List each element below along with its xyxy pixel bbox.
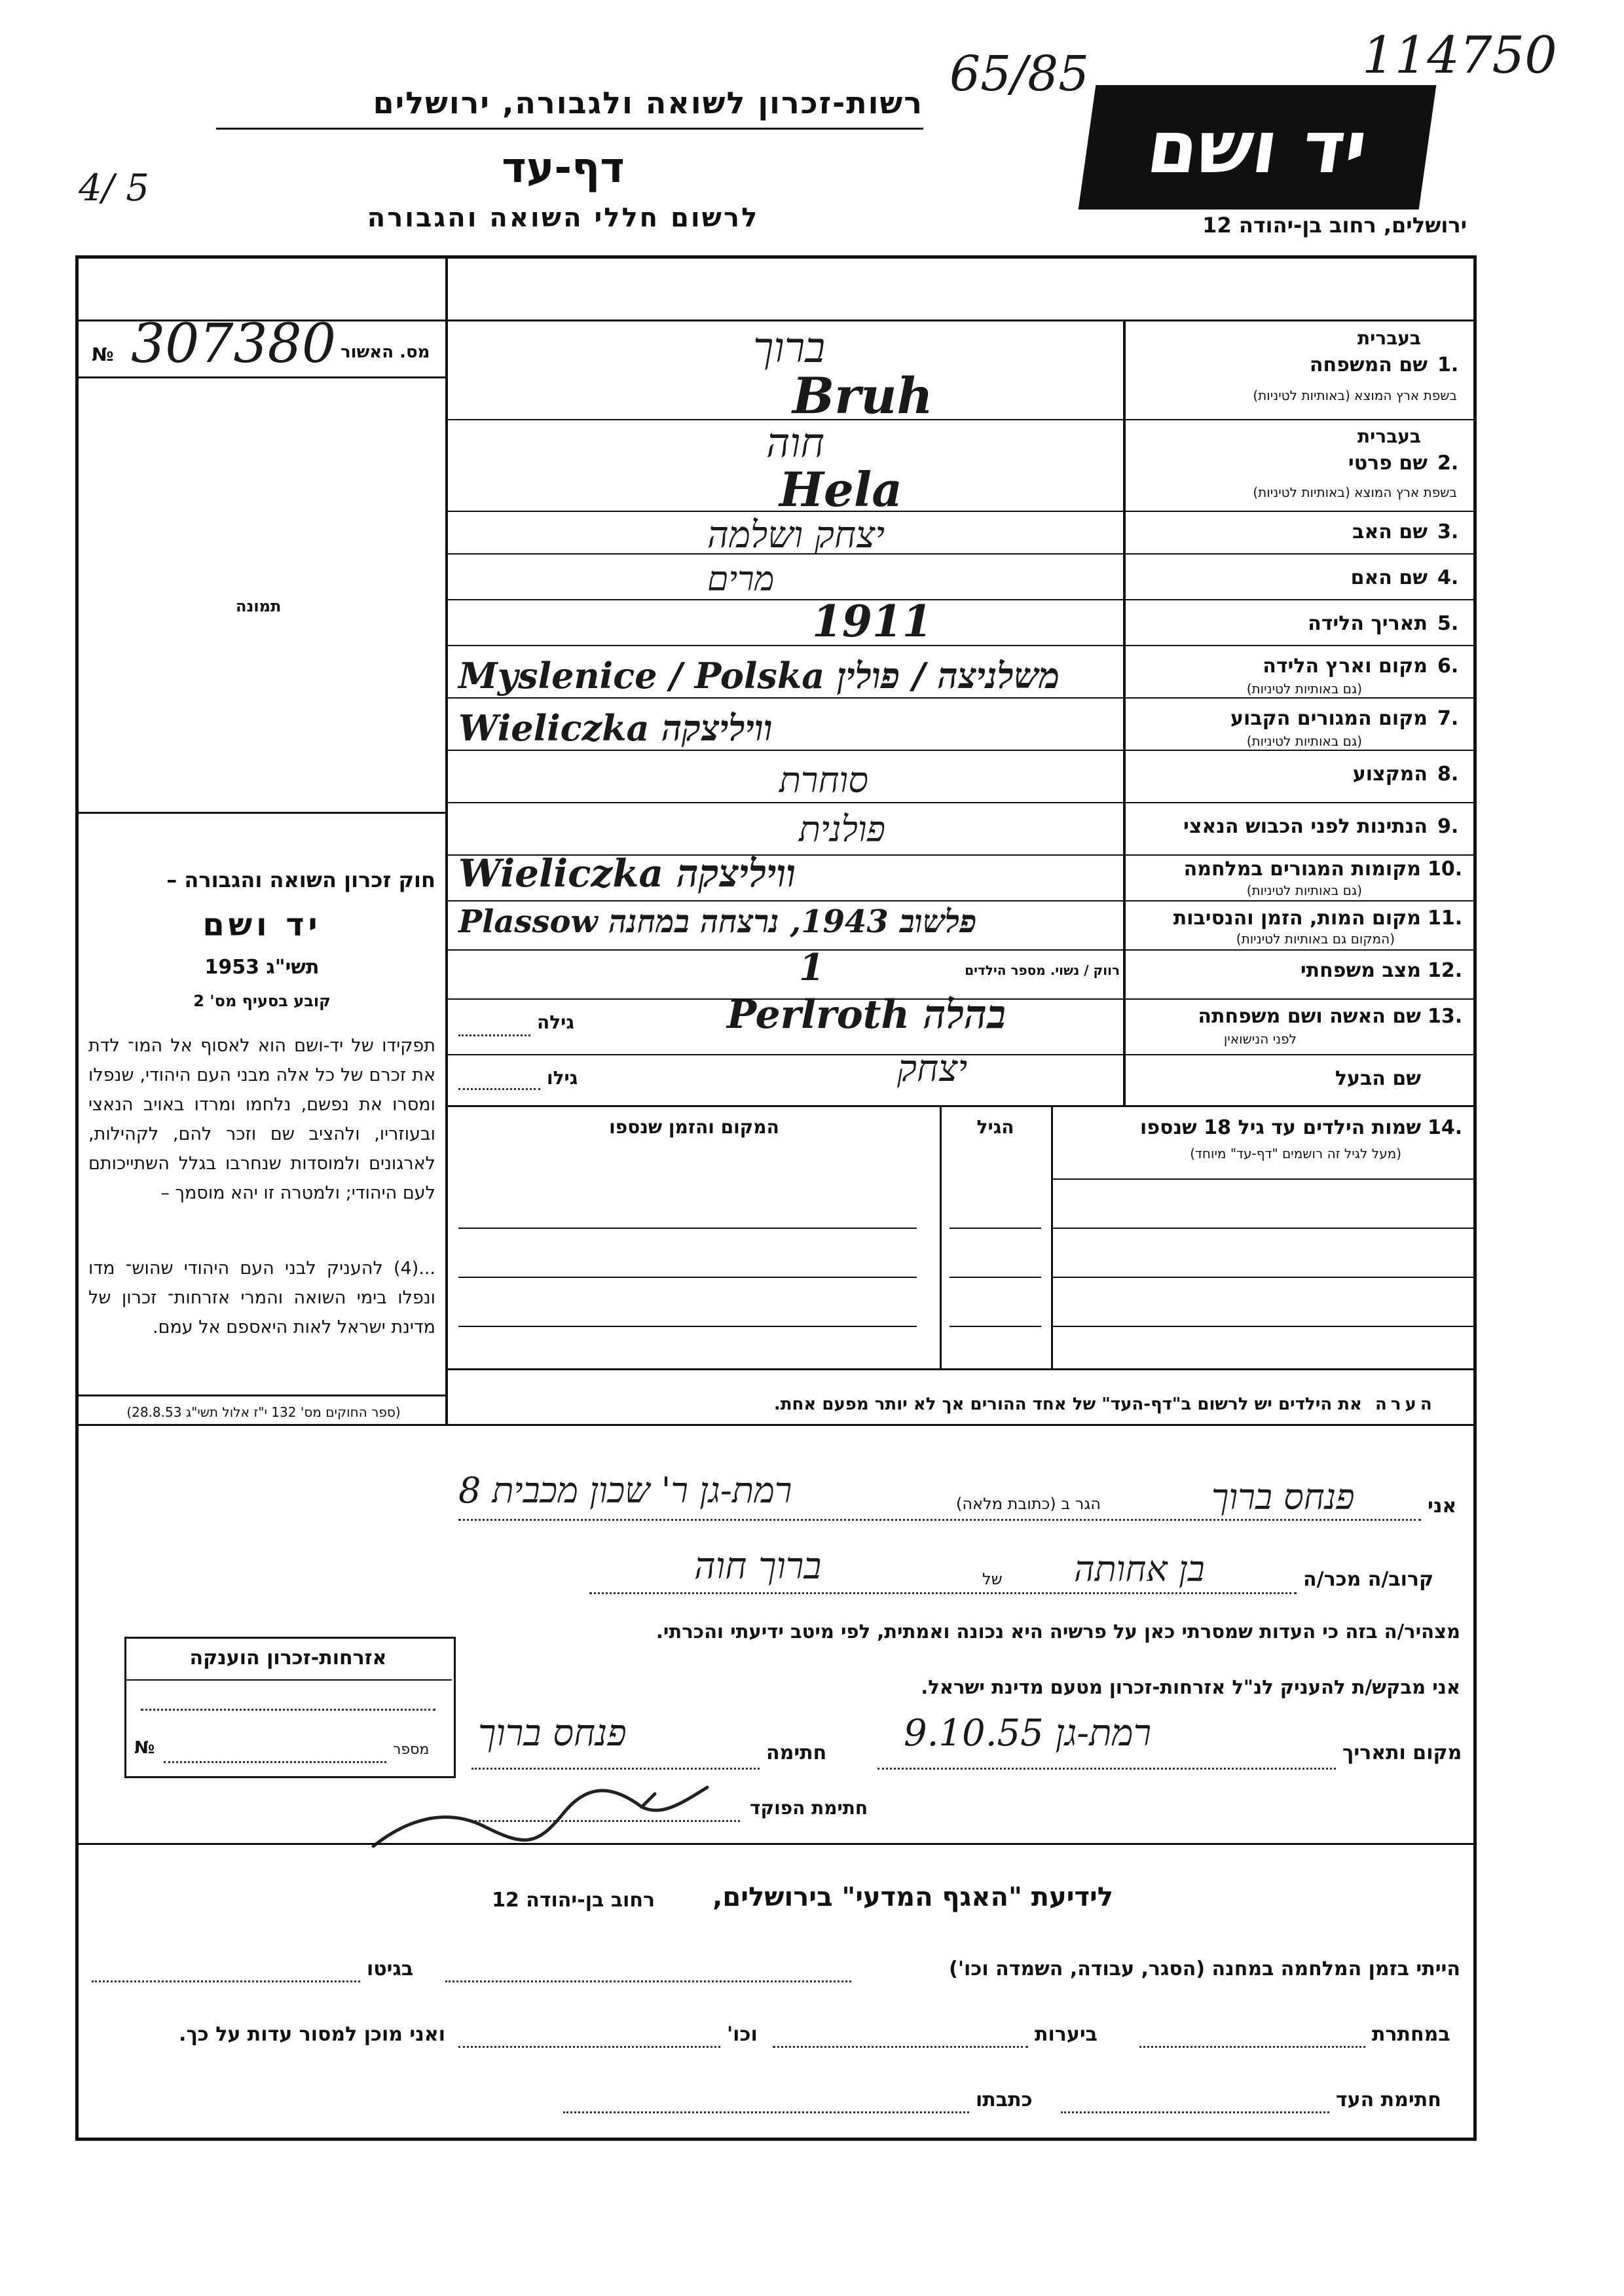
frame-right (1473, 255, 1477, 2141)
field-13-sub: לפני הנישואין (1223, 1031, 1297, 1047)
form-subtitle: לרשום חללי השואה והגבורה (367, 203, 760, 233)
law-year: תשי"ג 1953 (204, 956, 320, 979)
row-divider (448, 802, 1473, 803)
field-6-label: מקום וארץ הלידה (1263, 655, 1428, 678)
footer-row1-ghetto-dots (92, 1980, 360, 1982)
field-6-sub: (גם באותיות לטיניות) (1246, 681, 1362, 697)
official-signature (367, 1768, 733, 1859)
children-label: שמות הילדים עד גיל 18 שנספו (1140, 1116, 1421, 1139)
field-4-label: שם האם (1350, 566, 1428, 589)
decl-place-date-label: מקום ותאריך (1342, 1741, 1462, 1764)
form-title: דף-עד (502, 144, 625, 192)
husband-value: יצחק (897, 1048, 968, 1090)
row-divider (448, 553, 1473, 555)
citizenship-box-divider (126, 1679, 452, 1681)
citizenship-box-num-label: מספר (393, 1741, 430, 1758)
field-2-label: שם פרטי (1348, 452, 1428, 475)
children-col-divider-1 (1051, 1106, 1053, 1368)
children-sub: (מעל לגיל זה רושמים "דף-עד" מיוחד) (1190, 1146, 1401, 1161)
approval-no-sign: № (92, 344, 114, 365)
children-place-line (458, 1326, 917, 1327)
field-12-value: 1 (799, 946, 824, 989)
field-13-label: שם האשה ושם משפחתה (1198, 1005, 1421, 1028)
husband-label: שם הבעל (1335, 1067, 1421, 1090)
field-9-number: 9. (1437, 815, 1459, 838)
frame-bottom (75, 2138, 1477, 2141)
row-divider (448, 750, 1473, 751)
decl-line2-relation: בן אחותה (1074, 1548, 1205, 1590)
field-5-value: 1911 (812, 596, 932, 647)
field-10-label: מקומות המגורים במלחמה (1183, 858, 1421, 881)
decl-line2-dots (589, 1592, 1297, 1594)
field-7-number: 7. (1437, 707, 1459, 730)
children-col-place: המקום והזמן שנספו (609, 1116, 779, 1138)
decl-line1-dots (458, 1519, 1421, 1521)
row-divider (448, 949, 1473, 951)
field-12-number: 12. (1428, 959, 1463, 982)
children-place-line (458, 1228, 917, 1229)
field-11-label: מקום המות, הזמן והנסיבות (1173, 907, 1421, 930)
field-7-sub: (גם באותיות לטיניות) (1246, 733, 1362, 749)
approval-number-value: 307380 (131, 313, 337, 375)
field-10-number: 10. (1428, 858, 1463, 881)
approval-divider (79, 376, 445, 378)
footer-row2-underground-dots (1139, 2046, 1365, 2048)
row-divider (448, 419, 1473, 420)
field-9-value: פולנית (799, 809, 886, 850)
approval-label: מס. האשור (341, 342, 430, 362)
law-source: (ספר החוקים מס' 132 י"ז אלול תשי"ג 28.8.53) (126, 1404, 401, 1420)
footer-row2-willing: ואני מוכן למסור עדות על כך. (179, 2023, 445, 2046)
decl-line2-of: של (982, 1570, 1003, 1588)
left-column-divider (445, 259, 448, 1424)
citizenship-box-no-sign: № (134, 1738, 155, 1758)
field-1-value-latin: Bruh (792, 367, 933, 425)
decl-sign-value: פנחס ברוך (478, 1712, 627, 1755)
field-3-label: שם האב (1352, 520, 1428, 543)
children-age-line (950, 1277, 1041, 1278)
authority-underline (216, 128, 923, 130)
decl-line2-name: ברוך חוה (694, 1545, 822, 1588)
citizenship-box-line (141, 1709, 435, 1711)
field-3-number: 3. (1437, 520, 1459, 543)
handwritten-mark-top-left: 4/ 5 (79, 167, 149, 210)
field-1-sub: בשפת ארץ המוצא (באותיות לטיניות) (1253, 388, 1457, 403)
children-row-line (1053, 1178, 1473, 1180)
official-sign-label: חתימת הפוקד (750, 1797, 868, 1819)
field-12-sub: רווק / נשוי. מספר הילדים (965, 962, 1120, 978)
field-13-age-line (458, 1034, 530, 1036)
decl-line1-mid: הגר ב (כתובת מלאה) (956, 1495, 1101, 1513)
footer-row3-address: כתבתו (976, 2088, 1033, 2111)
field-2-hebrew-hint: בעברית (1357, 426, 1421, 447)
footer-row2-etc-dots (458, 2046, 720, 2048)
field-7-value: Wieliczka וויליצקה (458, 707, 773, 749)
field-3-value: יצחק ושלמה (707, 514, 885, 556)
children-age-line (950, 1326, 1041, 1327)
children-row-line (1053, 1326, 1473, 1327)
note-text: את הילדים יש לרשום ב"דף-העד" של אחד ההורים אך לא יותר מפעם אחת. (773, 1394, 1362, 1414)
law-title: חוק זכרון השואה והגבורה – (166, 867, 435, 892)
row-divider (448, 697, 1473, 699)
children-number: 14. (1428, 1116, 1463, 1139)
label-column-divider (1123, 321, 1126, 1106)
field-1-hebrew-hint: בעברית (1357, 327, 1421, 349)
field-1-label: שם המשפחה (1309, 354, 1428, 376)
row-divider (448, 1105, 1473, 1107)
law-text-clause4: ...(4) להעניק לבני העם היהודי שהוש־ מדו ונפלו בימי השואה והמרי אזרחות־ זכרון של מדינת ישראל לאות היאספם אל עמם. (88, 1258, 435, 1338)
field-8-number: 8. (1437, 763, 1459, 786)
law-text-main: תפקידו של יד-ושם הוא לאסוף אל המו־ לדת את זכרם של כל אלה מבני העם היהודי, שנפלו ומסרו את נפשם, נלחמו ומרדו באויב הנאצי ובעוזריו, ולהציב שם וזכר להם, לקהילות, לארגונים ולמוסדות שנחרבו בגלל השתייכותם לעם היהודי; ולמטרה זו יהא מוסמך – (88, 1036, 435, 1203)
frame-left (75, 255, 79, 2141)
footer-row3-witness-sign: חתימת העד (1336, 2088, 1441, 2111)
field-12-label: מצב משפחתי (1300, 959, 1421, 982)
footer-row3-witness-dots (1061, 2111, 1329, 2113)
field-2-number: 2. (1437, 452, 1459, 475)
decl-sign-label: חתימה (766, 1741, 827, 1764)
row-divider (448, 645, 1473, 646)
field-10-sub: (גם באותיות לטיניות) (1246, 883, 1362, 898)
children-place-line (458, 1277, 917, 1278)
footer-row2-etc: וכו' (727, 2023, 758, 2046)
frame-top (75, 255, 1477, 259)
husband-age-line (458, 1088, 540, 1090)
footer-address: רחוב בן-יהודה 12 (492, 1889, 655, 1912)
children-row-line (1053, 1277, 1473, 1278)
citizenship-box-title: אזרחות-זכרון הוענקה (189, 1647, 387, 1669)
yad-vashem-logo: יד ושם (1079, 85, 1437, 210)
children-col-age: הגיל (976, 1116, 1014, 1138)
field-7-label: מקום המגורים הקבוע (1230, 707, 1428, 730)
field-4-number: 4. (1437, 566, 1459, 589)
field-1-value-hebrew: ברוך (753, 324, 826, 373)
decl-line1-prefix: אני (1428, 1495, 1457, 1518)
footer-row1-ghetto: בגיטו (367, 1958, 414, 1980)
children-age-line (950, 1228, 1041, 1229)
field-1-number: 1. (1437, 354, 1459, 376)
field-8-label: המקצוע (1352, 763, 1428, 786)
field-13-age-label: גילה (537, 1011, 574, 1033)
husband-age-label: גילו (547, 1067, 578, 1089)
footer-divider (79, 1843, 1473, 1845)
children-bottom (448, 1368, 1473, 1370)
footer-row1-camp: הייתי בזמן המלחמה במחנה (הסגר, עבודה, השמדה וכו') (949, 1958, 1460, 1980)
field-11-value: Plassow פלשוב 1943, נרצחה במחנה (458, 903, 977, 940)
law-clause: קובע בסעיף מס' 2 (193, 992, 331, 1010)
field-11-number: 11. (1428, 907, 1463, 930)
field-8-value: סוחרת (779, 759, 868, 801)
handwritten-number-top-right: 114750 (1362, 26, 1557, 85)
footer-row1-camp-dots (445, 1980, 851, 1982)
footer-row3-address-dots (563, 2111, 969, 2113)
field-13-value: Perlroth בהלה (727, 992, 1006, 1038)
note-bottom (79, 1424, 1473, 1426)
children-row-line (1053, 1228, 1473, 1229)
law-bottom (79, 1394, 445, 1396)
footer-row2-forests: ביערות (1035, 2023, 1098, 2046)
decl-line1-name: פנחס ברוך (1211, 1476, 1355, 1518)
law-name: יד ושם (202, 907, 322, 943)
decl-place-date-dots (877, 1768, 1336, 1770)
decl-line1-address: רמת-גן ר' שכון מכבית 8 (458, 1470, 792, 1511)
children-col-divider-2 (940, 1106, 942, 1368)
field-10-value: Wieliczka וויליצקה (458, 851, 796, 896)
decl-line4: אני מבקש/ת להעניק לנ"ל אזרחות-זכרון מטעם מדינת ישראל. (921, 1676, 1460, 1698)
decl-line3: מצהיר/ה בזה כי העדות שמסרתי כאן על פרשיה היא נכונה ואמתית, לפי מיטב ידיעתי והכרתי. (655, 1620, 1460, 1643)
field-5-label: תאריך הלידה (1308, 612, 1428, 635)
row-divider (448, 511, 1473, 512)
field-4-value: מרים (707, 560, 775, 599)
field-11-sub: (המקום גם באותיות לטיניות) (1236, 931, 1395, 947)
row-divider (448, 900, 1473, 902)
decl-line2-prefix: קרוב/ה מכר/ה (1303, 1568, 1434, 1591)
authority-title: רשות-זכרון לשואה ולגבורה, ירושלים (373, 85, 923, 120)
handwritten-number-top-middle: 65/85 (950, 46, 1090, 102)
field-13-number: 13. (1428, 1005, 1463, 1028)
field-2-sub: בשפת ארץ המוצא (באותיות לטיניות) (1253, 484, 1457, 500)
field-2-value-hebrew: חוה (766, 419, 824, 467)
footer-title: לידיעת "האגף המדעי" בירושלים, (712, 1882, 1113, 1912)
field-5-number: 5. (1437, 612, 1459, 635)
note-label: הערה (1375, 1394, 1436, 1414)
field-2-value-latin: Hela (779, 462, 902, 517)
photo-label: תמונה (236, 597, 282, 615)
field-9-label: הנתינות לפני הכבוש הנאצי (1183, 815, 1428, 838)
citizenship-box-num-line (164, 1761, 386, 1763)
address-line: ירושלים, רחוב בן-יהודה 12 (1202, 213, 1467, 238)
field-6-number: 6. (1437, 655, 1459, 678)
row-divider (448, 599, 1473, 600)
photo-bottom (79, 812, 445, 814)
field-6-value: Myslenice / Polska משלניצה / פולין (458, 655, 1060, 697)
footer-row2-forests-dots (773, 2046, 1028, 2048)
decl-place-date-value: רמת-גן 9.10.55 (904, 1712, 1152, 1755)
footer-row2-underground: במחתרת (1372, 2023, 1450, 2046)
